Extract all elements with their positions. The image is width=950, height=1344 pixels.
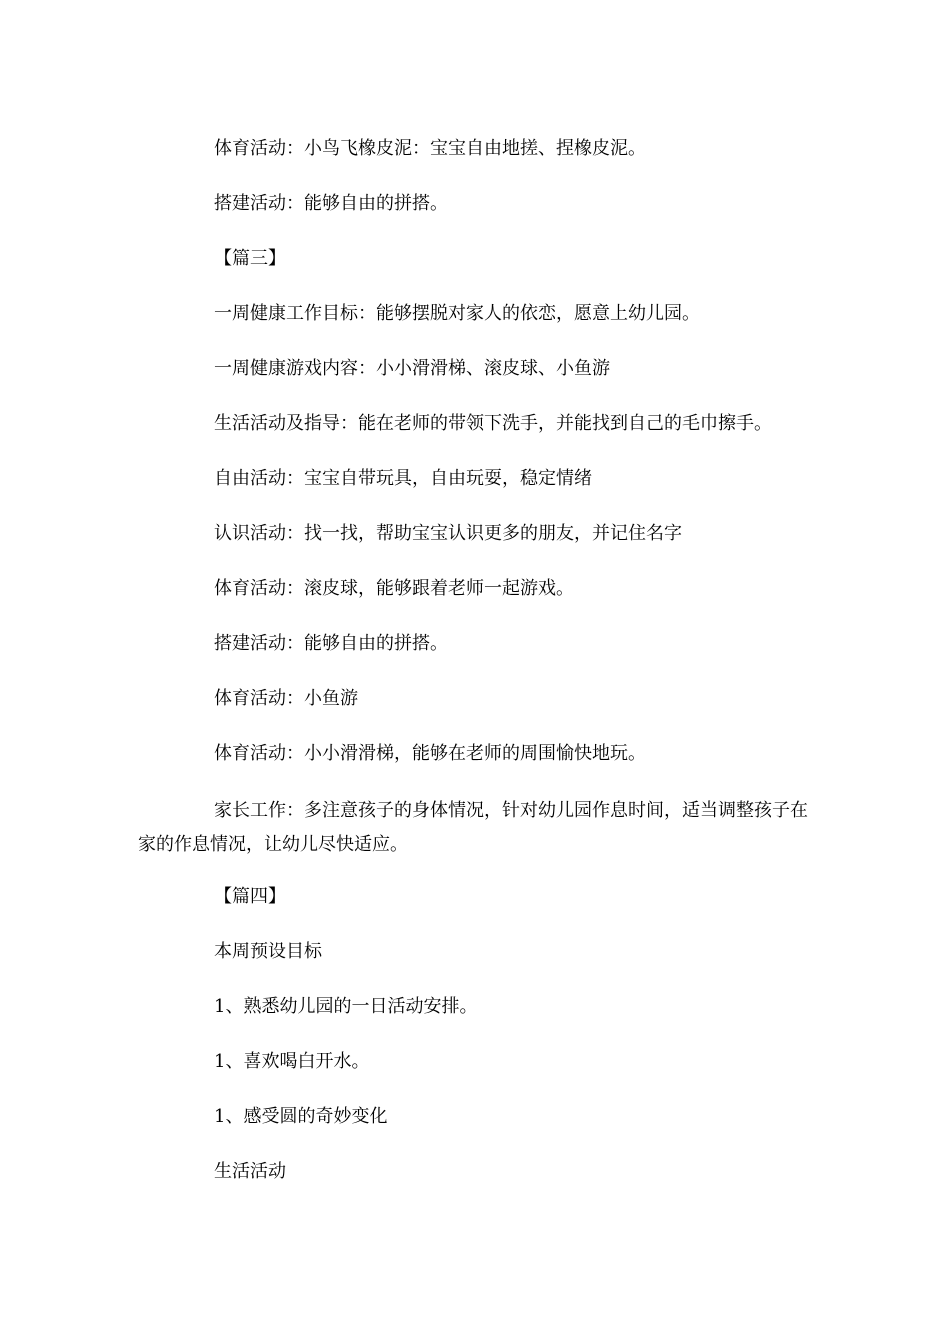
text-line-building-activity: 搭建活动：能够自由的拼搭。 [214,193,448,214]
list-item-goal-3: 1、感受圆的奇妙变化 [214,1106,388,1127]
text-line-weekly-goals-title: 本周预设目标 [214,941,322,962]
text-line-building-activity-2: 搭建活动：能够自由的拼搭。 [214,633,448,654]
text-line-pe-activity-fish: 体育活动：小鱼游 [214,688,358,709]
text-line-recognition-activity: 认识活动：找一找，帮助宝宝认识更多的朋友，并记住名字 [214,523,682,544]
text-line-weekly-health-goal: 一周健康工作目标：能够摆脱对家人的依恋，愿意上幼儿园。 [214,303,700,324]
text-line-weekly-health-games: 一周健康游戏内容：小小滑滑梯、滚皮球、小鱼游 [214,358,610,379]
section-heading-part-four: 【篇四】 [214,886,286,907]
text-line-life-activity-guidance: 生活活动及指导：能在老师的带领下洗手，并能找到自己的毛巾擦手。 [214,413,772,434]
text-line-free-activity: 自由活动：宝宝自带玩具，自由玩耍，稳定情绪 [214,468,592,489]
list-item-goal-1: 1、熟悉幼儿园的一日活动安排。 [214,996,478,1017]
paragraph-parent-work: 家长工作：多注意孩子的身体情况，针对幼儿园作息时间，适当调整孩子在家的作息情况，让幼儿尽快适应。 [138,800,808,855]
text-line-pe-activity-clay: 体育活动：小鸟飞橡皮泥：宝宝自由地搓、捏橡皮泥。 [214,138,646,159]
text-line-pe-activity-ball: 体育活动：滚皮球，能够跟着老师一起游戏。 [214,578,574,599]
text-line-life-activity-title: 生活活动 [214,1161,286,1182]
text-line-pe-activity-slide: 体育活动：小小滑滑梯，能够在老师的周围愉快地玩。 [214,743,646,764]
section-heading-part-three: 【篇三】 [214,248,286,269]
list-item-goal-2: 1、喜欢喝白开水。 [214,1051,370,1072]
